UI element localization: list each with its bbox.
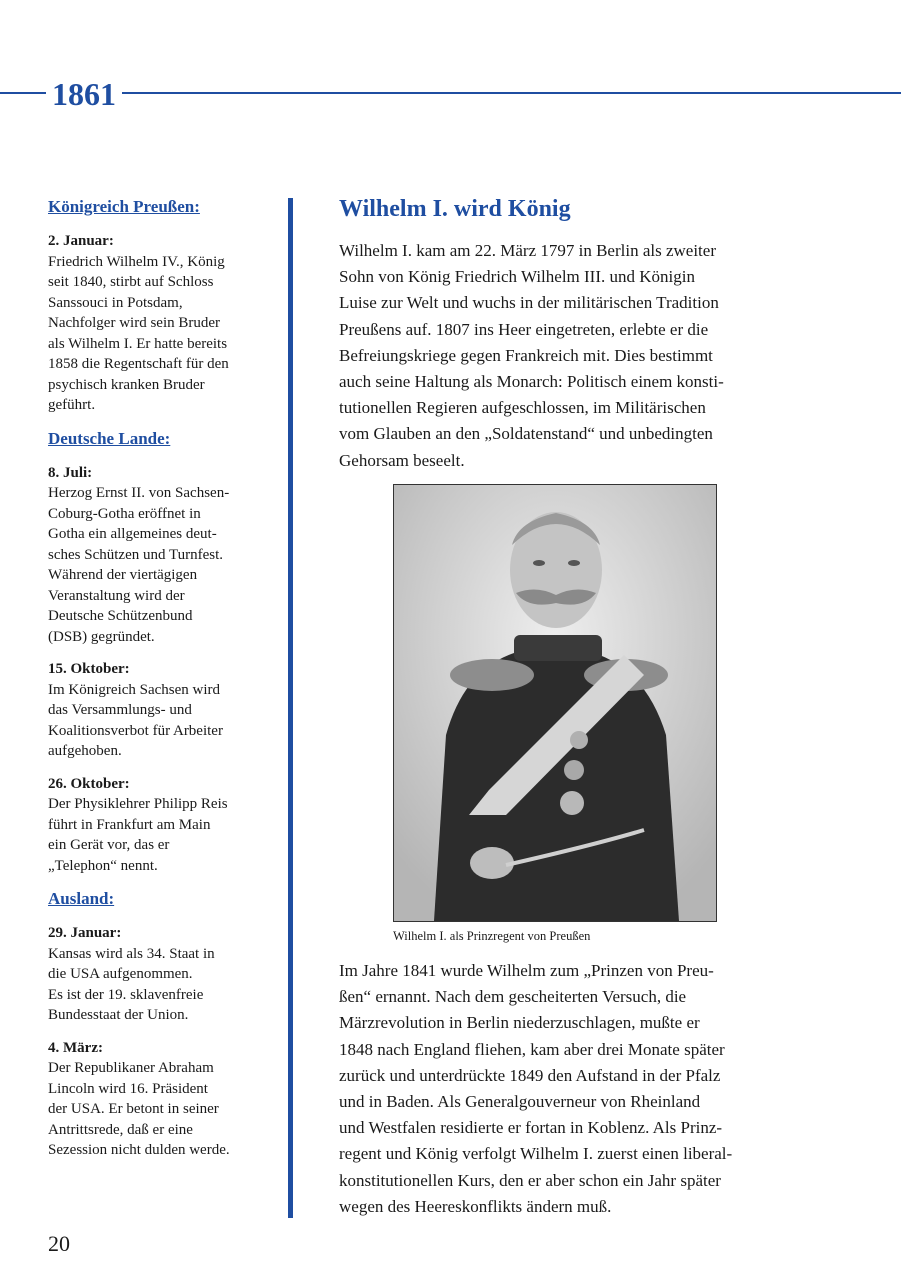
page-number: 20: [48, 1231, 70, 1256]
sidebar-section-deutsche-lande: [48, 428, 273, 877]
header-rule-left: [0, 92, 46, 94]
entry-date: 15. Oktober:: [48, 661, 130, 677]
chronicle-entry: [48, 923, 273, 1026]
entry-text: Herzog Ernst II. von Sachsen- Coburg-Gotha eröffnet in Gotha ein allgemeines deut- sches Schützen und Turnfest. Während der viertägigen Veranstaltung wird der Deutsche Schützenbund (DSB) gegründet.: [48, 485, 230, 645]
chronicle-entry: [48, 774, 273, 877]
entry-text: Der Physiklehrer Philipp Reis führt in Frankfurt am Main ein Gerät vor, das er „Telephon“ nennt.: [48, 796, 228, 874]
page-year: 1861: [52, 76, 116, 112]
chronicle-entry: [48, 659, 273, 762]
entry-text: Der Republikaner Abraham Lincoln wird 16. Präsident der USA. Er betont in seiner Antrittsrede, daß er eine Sezession nicht dulden werde.: [48, 1060, 230, 1158]
entry-text: Kansas wird als 34. Staat in die USA aufgenommen. Es ist der 19. sklavenfreie Bundesstaat der Union.: [48, 945, 215, 1023]
entry-date: 29. Januar:: [48, 925, 122, 941]
section-heading: Königreich Preußen:: [48, 197, 200, 216]
chronicle-entry: [48, 463, 273, 648]
chronicle-sidebar: [48, 196, 273, 1173]
chronicle-entry: [48, 231, 273, 416]
section-heading: Ausland:: [48, 889, 115, 908]
image-caption: Wilhelm I. als Prinzregent von Preußen: [393, 929, 591, 943]
article-top: [339, 194, 771, 474]
entry-date: 26. Oktober:: [48, 775, 130, 792]
entry-date: 2. Januar:: [48, 233, 114, 249]
header-rule-right: [122, 92, 901, 94]
entry-text: Im Königreich Sachsen wird das Versammlungs- und Koalitionsverbot für Arbeiter aufgehoben.: [48, 681, 223, 759]
section-heading: Deutsche Lande:: [48, 428, 171, 448]
article-title: Wilhelm I. wird König: [339, 196, 571, 222]
article-paragraph: Wilhelm I. kam am 22. März 1797 in Berlin als zweiter Sohn von König Friedrich Wilhelm III. und Königin Luise zur Welt und wuchs in der militärischen Tradition Preußens auf. 1807 ins Heer eingetreten, erlebte er die Befreiungskriege gegen Frankreich mit. Dies bestimmt auch seine Haltung als Monarch: Politisch einem konsti- tutionellen Regieren aufgeschlossen, im Militärischen vom Glauben an den „Soldatenstand“ und unbedingten Gehorsam beseelt.: [339, 241, 724, 470]
portrait-image: [393, 484, 717, 922]
chronicle-entry: [48, 1038, 273, 1161]
entry-text: Friedrich Wilhelm IV., König seit 1840, stirbt auf Schloss Sanssouci in Potsdam, Nachfolger wird sein Bruder als Wilhelm I. Er hatte bereits 1858 die Regentschaft für den psychisch kranken Bruder geführt.: [48, 253, 229, 413]
column-divider: [288, 198, 293, 1218]
entry-date: 4. März:: [48, 1039, 103, 1056]
entry-date: 8. Juli:: [48, 464, 93, 481]
portrait-illustration: [394, 485, 716, 921]
article-bottom: [339, 958, 771, 1220]
sidebar-section-ausland: [48, 888, 273, 1161]
article-paragraph: Im Jahre 1841 wurde Wilhelm zum „Prinzen von Preu- ßen“ ernannt. Nach dem gescheiterten Versuch, die Märzrevolution in Berlin niederzuschlagen, mußte er 1848 nach England fliehen, kam aber drei Monate später zurück und unterdrückte 1849 den Aufstand in der Pfalz und in Baden. Als Generalgouverneur von Rheinland und Westfalen residierte er fortan in Koblenz. Als Prinz- regent und König verfolgt Wilhelm I. zuerst einen liberal- konstitutionellen Kurs, den er aber schon ein Jahr später wegen des Heereskonflikts ändern muß.: [339, 961, 733, 1216]
sidebar-section-preussen: [48, 196, 273, 416]
